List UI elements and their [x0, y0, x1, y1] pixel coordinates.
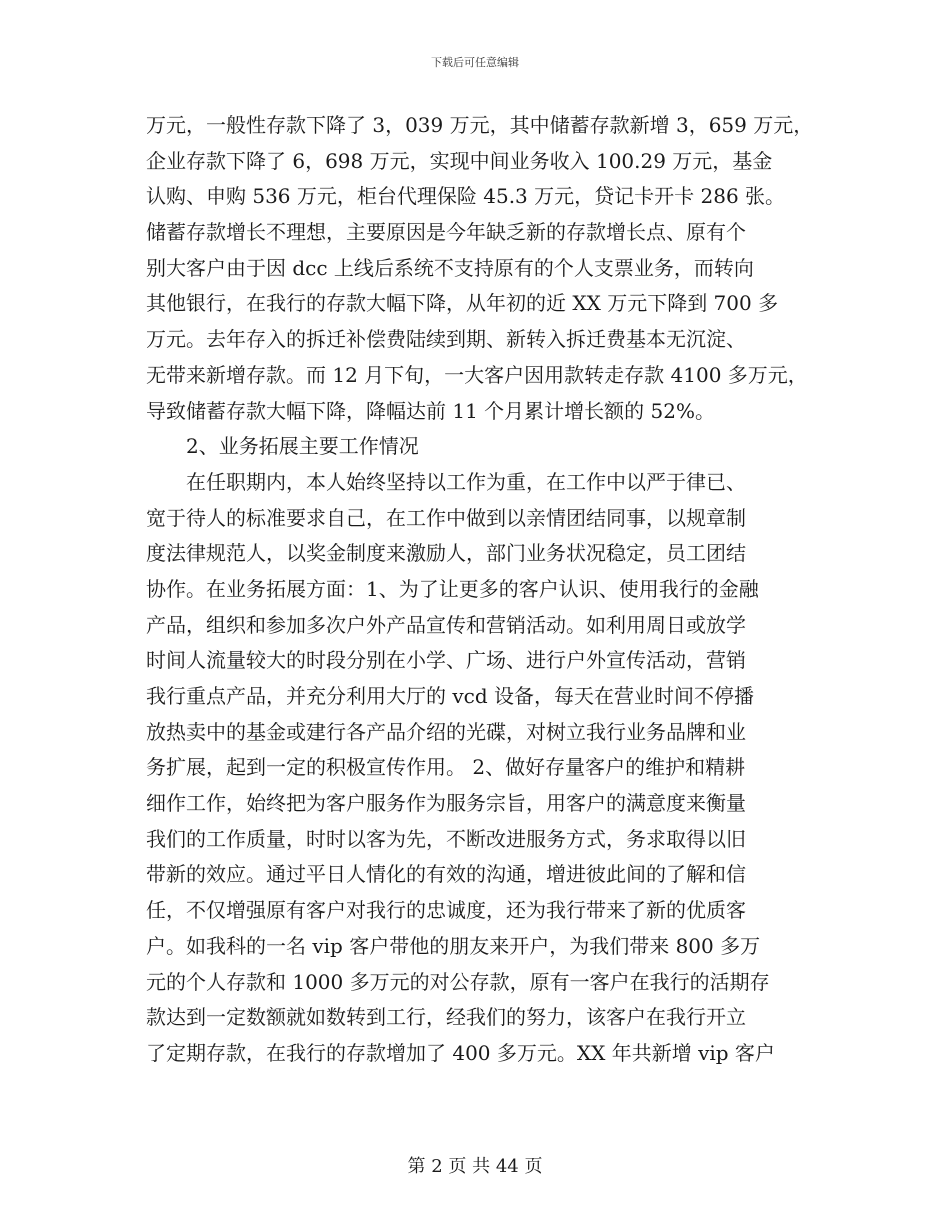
text-line: 别大客户由于因 dcc 上线后系统不支持原有的个人支票业务，而转向	[146, 255, 754, 280]
page-header: 下载后可任意编辑	[431, 56, 519, 69]
text-line: 度法律规范人，以奖金制度来激励人，部门业务状况稳定，员工团结	[146, 541, 746, 566]
text-line: 企业存款下降了 6，698 万元，实现中间业务收入 100.29 万元，基金	[146, 148, 773, 173]
section-heading: 2、业务拓展主要工作情况	[186, 434, 419, 459]
text-line: 时间人流量较大的时段分别在小学、广场、进行户外宣传活动，营销	[146, 648, 746, 673]
text-line: 细作工作，始终把为客户服务作为服务宗旨，用客户的满意度来衡量	[146, 791, 746, 816]
text-line: 款达到一定数额就如数转到工行，经我们的努力，该客户在我行开立	[146, 1005, 746, 1030]
text-line: 协作。在业务拓展方面：1、为了让更多的客户认识、使用我行的金融	[146, 576, 759, 601]
text-line: 任，不仅增强原有客户对我行的忠诚度，还为我行带来了新的优质客	[146, 898, 746, 923]
text-line: 在任职期内，本人始终坚持以工作为重，在工作中以严于律已、	[186, 469, 746, 494]
text-line: 户。如我科的一名 vip 客户带他的朋友来开户，为我们带来 800 多万	[146, 933, 761, 958]
text-line: 无带来新增存款。而 12 月下旬，一大客户因用款转走存款 4100 多万元，	[146, 362, 808, 387]
text-line: 宽于待人的标准要求自己，在工作中做到以亲情团结同事，以规章制	[146, 505, 746, 530]
text-line: 了定期存款，在我行的存款增加了 400 多万元。XX 年共新增 vip 客户	[146, 1040, 775, 1065]
text-line: 我们的工作质量，时时以客为先，不断改进服务方式，务求取得以旧	[146, 826, 746, 851]
text-line: 产品，组织和参加多次户外产品宣传和营销活动。如利用周日或放学	[146, 612, 746, 637]
text-line: 务扩展，起到一定的积极宣传作用。 2、做好存量客户的维护和精耕	[146, 755, 746, 780]
text-line: 万元。去年存入的拆迁补偿费陆续到期、新转入拆迁费基本无沉淀、	[146, 327, 746, 352]
document-body	[146, 108, 826, 1072]
text-line: 储蓄存款增长不理想，主要原因是今年缺乏新的存款增长点、原有个	[146, 220, 746, 245]
text-line: 放热卖中的基金或建行各产品介绍的光碟，对树立我行业务品牌和业	[146, 719, 746, 744]
text-line: 认购、申购 536 万元，柜台代理保险 45.3 万元，贷记卡开卡 286 张。	[146, 184, 786, 209]
text-line: 我行重点产品，并充分利用大厅的 vcd 设备，每天在营业时间不停播	[146, 684, 755, 708]
text-line: 其他银行，在我行的存款大幅下降，从年初的近 XX 万元下降到 700 多	[146, 291, 779, 316]
text-line: 万元，一般性存款下降了 3，039 万元，其中储蓄存款新增 3，659 万元，	[146, 113, 814, 137]
text-line: 导致储蓄存款大幅下降，降幅达前 11 个月累计增长额的 52%。	[146, 398, 715, 423]
page-number-footer: 第 2 页 共 44 页	[407, 1156, 543, 1177]
text-line: 带新的效应。通过平日人情化的有效的沟通，增进彼此间的了解和信	[146, 862, 746, 887]
text-line: 元的个人存款和 1000 多万元的对公存款，原有一客户在我行的活期存	[146, 969, 770, 994]
